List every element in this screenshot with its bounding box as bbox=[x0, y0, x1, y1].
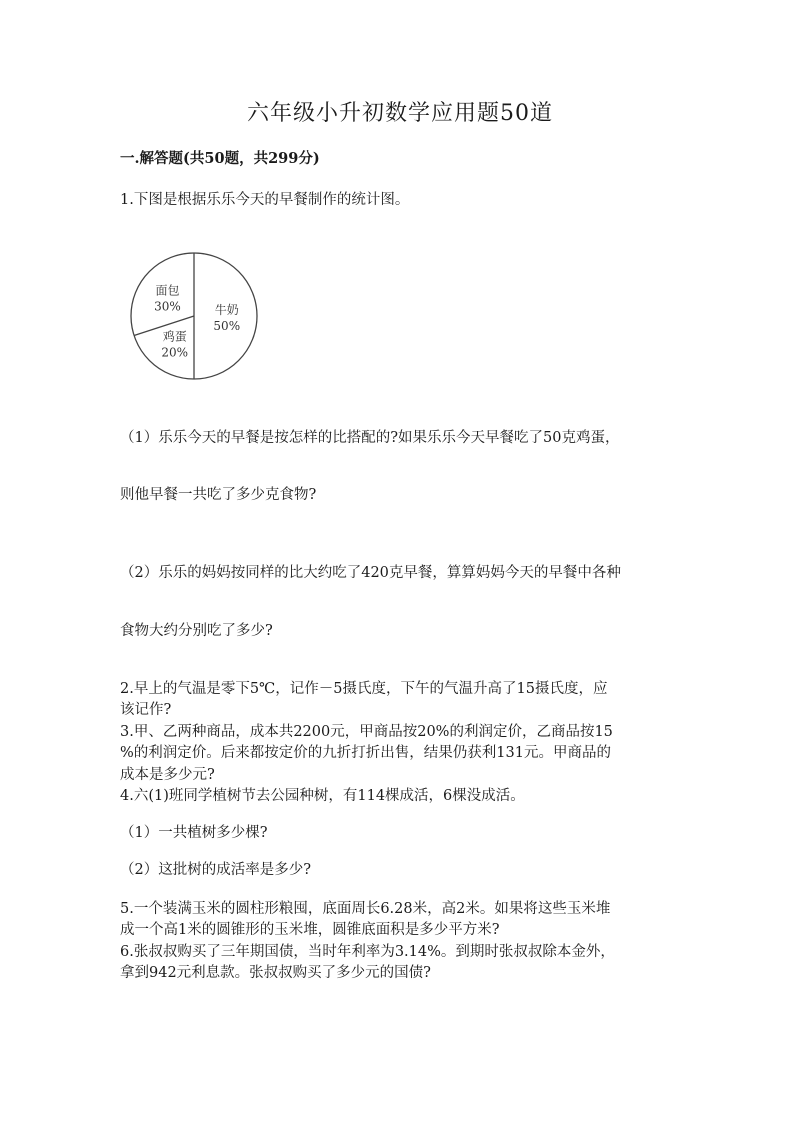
pie-value-bread: 30% bbox=[154, 299, 181, 314]
pie-value-egg: 20% bbox=[161, 345, 189, 360]
pie-value-milk: 50% bbox=[213, 319, 241, 333]
question-4-part-1: （1）一共植树多少棵? bbox=[120, 825, 268, 841]
question-1-part-1-line-1: （1）乐乐今天的早餐是按怎样的比搭配的?如果乐乐今天早餐吃了50克鸡蛋， bbox=[120, 430, 620, 446]
question-1-part-2-line-2: 食物大约分别吃了多少? bbox=[120, 623, 273, 639]
question-1-part-2-line-1: （2）乐乐的妈妈按同样的比大约吃了420克早餐，算算妈妈今天的早餐中各种 bbox=[120, 565, 621, 581]
question-1-stem: 1.下图是根据乐乐今天的早餐制作的统计图。 bbox=[120, 192, 410, 208]
question-3-line-3: 成本是多少元? bbox=[120, 767, 215, 783]
question-2-line-1: 2.早上的气温是零下5℃，记作－5摄氏度，下午的气温升高了15摄氏度，应 bbox=[120, 681, 608, 697]
question-4-stem: 4.六(1)班同学植树节去公园种树，有114棵成活，6棵没成活。 bbox=[120, 788, 525, 804]
page-title: 六年级小升初数学应用题50道 bbox=[247, 101, 553, 126]
question-1-part-1-line-2: 则他早餐一共吃了多少克食物? bbox=[120, 487, 317, 503]
question-3-line-1: 3.甲、乙两种商品，成本共2200元，甲商品按20%的利润定价，乙商品按15 bbox=[120, 724, 613, 740]
question-5-line-2: 成一个高1米的圆锥形的玉米堆，圆锥底面积是多少平方米? bbox=[120, 922, 500, 938]
question-6-line-1: 6.张叔叔购买了三年期国债，当时年利率为3.14%。到期时张叔叔除本金外， bbox=[120, 944, 615, 960]
question-3-line-2: %的利润定价。后来都按定价的九折打折出售，结果仍获利131元。甲商品的 bbox=[120, 745, 611, 761]
pie-label-egg: 鸡蛋 bbox=[162, 329, 187, 344]
pie-group bbox=[131, 253, 257, 379]
question-6-line-2: 拿到942元利息款。张叔叔购买了多少元的国债? bbox=[120, 965, 431, 981]
question-2-line-2: 该记作? bbox=[120, 702, 172, 718]
pie-label-milk: 牛奶 bbox=[214, 303, 239, 317]
question-5-line-1: 5.一个装满玉米的圆柱形粮囤，底面周长6.28米，高2米。如果将这些玉米堆 bbox=[120, 901, 611, 917]
pie-label-bread: 面包 bbox=[155, 283, 180, 298]
breakfast-pie-chart bbox=[128, 250, 260, 382]
section-heading: 一.解答题(共50题，共299分) bbox=[120, 150, 320, 167]
question-4-part-2: （2）这批树的成活率是多少? bbox=[120, 862, 311, 878]
